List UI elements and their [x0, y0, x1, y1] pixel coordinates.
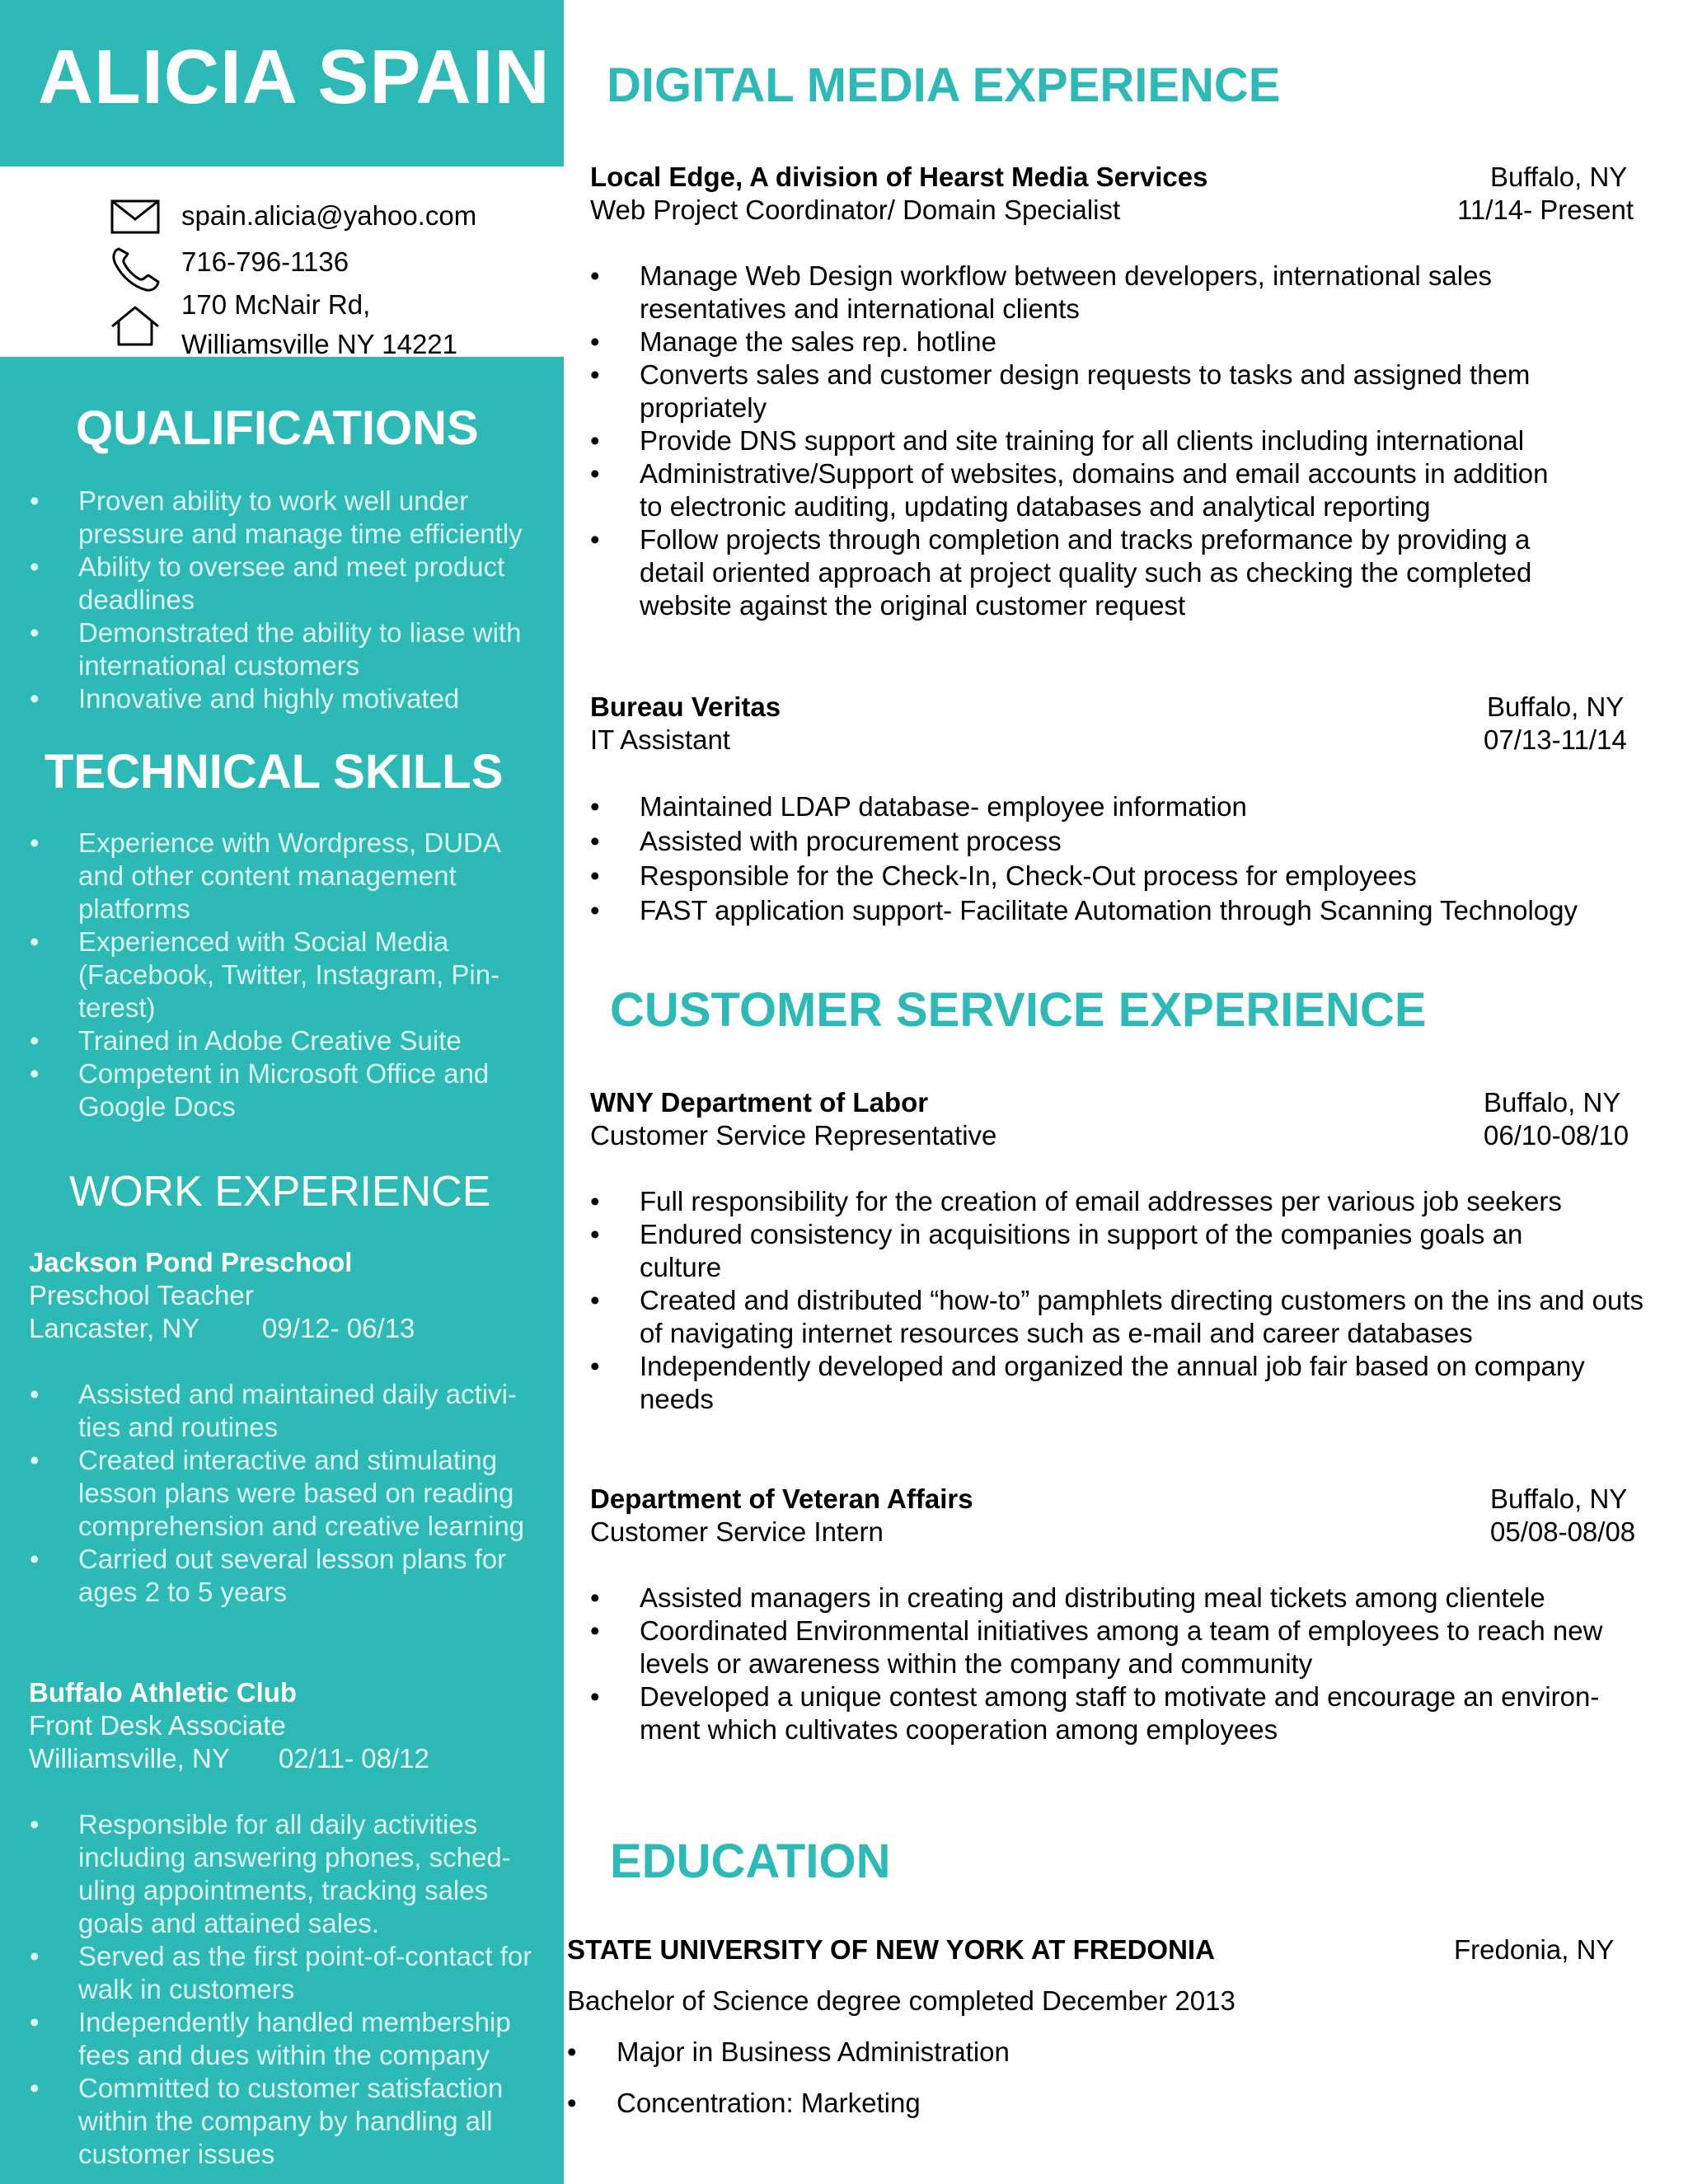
- qualifications-list: [26, 485, 546, 715]
- list-item: • Carried out several lesson plans for ages 2 to 5 years: [26, 1543, 546, 1609]
- job-location: Williamsville, NY: [29, 1743, 230, 1774]
- list-item: • Created and distributed “how-to” pamphlets directing customers on the ins and outs of navigating internet resources such as e-mail and career databases: [590, 1284, 1662, 1350]
- job-duties-list: [590, 790, 1662, 928]
- envelope-icon: [110, 199, 160, 234]
- list-item: • Assisted and maintained daily activi-ties and routines: [26, 1378, 546, 1444]
- job-title: Customer Service Representative: [590, 1120, 997, 1151]
- job-title: IT Assistant: [590, 724, 730, 755]
- list-item: • Maintained LDAP database- employee information: [590, 790, 1662, 824]
- list-item: • Assisted managers in creating and distributing meal tickets among clientele: [590, 1582, 1612, 1615]
- list-item: • Assisted with procurement process: [590, 824, 1662, 859]
- job-company: Buffalo Athletic Club: [29, 1677, 298, 1708]
- job-location: Buffalo, NY: [1487, 691, 1625, 722]
- education-heading: EDUCATION: [610, 1835, 891, 1888]
- list-item: • Full responsibility for the creation of email addresses per various job seekers: [590, 1185, 1662, 1218]
- list-item: • Responsible for the Check-In, Check-Out process for employees: [590, 859, 1662, 893]
- job-duties-list: [26, 1378, 546, 1609]
- job-location: Lancaster, NY: [29, 1313, 200, 1343]
- list-item: • Endured consistency in acquisitions in support of the companies goals an culture: [590, 1218, 1662, 1284]
- phone-text[interactable]: 716-796-1136: [181, 246, 349, 277]
- home-icon: [110, 305, 160, 348]
- list-item: • FAST application support- Facilitate Automation through Scanning Technology: [590, 893, 1662, 928]
- job-company: Jackson Pond Preschool: [29, 1247, 353, 1277]
- email-text[interactable]: spain.alicia@yahoo.com: [181, 200, 477, 231]
- list-item: • Created interactive and stimulating lesson plans were based on reading comprehension and creative learning: [26, 1444, 546, 1543]
- job-dates: 02/11- 08/12: [279, 1743, 429, 1774]
- job-dates: 05/08-08/08: [1490, 1516, 1636, 1547]
- list-item: • Manage the sales rep. hotline: [590, 326, 1563, 359]
- technical-skills-heading: TECHNICAL SKILLS: [45, 745, 504, 799]
- list-item: • Experienced with Social Media (Facebook, Twitter, Instagram, Pin-terest): [26, 926, 546, 1024]
- resume-name: ALICIA SPAIN: [38, 34, 551, 120]
- job-dates: 06/10-08/10: [1484, 1120, 1629, 1151]
- job-company: Bureau Veritas: [590, 691, 781, 722]
- qualifications-heading: QUALIFICATIONS: [76, 401, 479, 455]
- address-line-2: Williamsville NY 14221: [181, 329, 458, 359]
- list-item: • Independently developed and organized the annual job fair based on company needs: [590, 1350, 1662, 1416]
- list-item: • Served as the first point-of-contact for walk in customers: [26, 1940, 546, 2006]
- list-item: • Developed a unique contest among staff to motivate and encourage an environ-ment which cultivates cooperation among employees: [590, 1680, 1612, 1746]
- contact-box: [0, 166, 564, 357]
- list-item: • Competent in Microsoft Office and Google Docs: [26, 1057, 546, 1123]
- job-location: Buffalo, NY: [1484, 1087, 1621, 1118]
- list-item: • Committed to customer satisfaction within the company by handling all customer issues: [26, 2072, 546, 2171]
- list-item: • Independently handled membership fees and dues within the company: [26, 2006, 546, 2072]
- customer-service-heading: CUSTOMER SERVICE EXPERIENCE: [610, 983, 1427, 1037]
- job-duties-list: [26, 1808, 546, 2171]
- job-title: Preschool Teacher: [29, 1280, 254, 1310]
- job-dates: 11/14- Present: [1457, 194, 1634, 225]
- job-company: Local Edge, A division of Hearst Media Services: [590, 162, 1208, 192]
- education-bullet: •: [567, 2036, 577, 2067]
- job-duties-list: [590, 1582, 1612, 1746]
- education-bullet: •: [567, 2088, 577, 2118]
- school-name: STATE UNIVERSITY OF NEW YORK AT FREDONIA: [567, 1934, 1215, 1965]
- digital-media-heading: DIGITAL MEDIA EXPERIENCE: [607, 59, 1281, 112]
- address-line-1: 170 McNair Rd,: [181, 289, 371, 320]
- list-item: • Responsible for all daily activities including answering phones, sched-uling appointments, tracking sales goals and attained sales.: [26, 1808, 546, 1940]
- list-item: • Manage Web Design workflow between developers, international sales resentatives and international clients: [590, 260, 1563, 326]
- list-item: • Converts sales and customer design requests to tasks and assigned them propriately: [590, 359, 1563, 424]
- job-dates: 09/12- 06/13: [262, 1313, 415, 1343]
- job-title: Customer Service Intern: [590, 1516, 884, 1547]
- work-experience-heading: WORK EXPERIENCE: [69, 1168, 491, 1216]
- job-title: Front Desk Associate: [29, 1710, 286, 1741]
- list-item: • Demonstrated the ability to liase with international customers: [26, 616, 546, 682]
- technical-skills-list: [26, 827, 546, 1123]
- job-location: Buffalo, NY: [1490, 1483, 1628, 1514]
- job-company: WNY Department of Labor: [590, 1087, 929, 1118]
- list-item: • Administrative/Support of websites, domains and email accounts in addition to electronic auditing, updating databases and analytical reporting: [590, 457, 1563, 523]
- list-item: • Proven ability to work well under pressure and manage time efficiently: [26, 485, 546, 551]
- list-item: • Provide DNS support and site training for all clients including international: [590, 424, 1563, 457]
- list-item: • Ability to oversee and meet product deadlines: [26, 551, 546, 616]
- list-item: • Experience with Wordpress, DUDA and other content management platforms: [26, 827, 546, 926]
- job-duties-list: [590, 1185, 1662, 1416]
- list-item: • Trained in Adobe Creative Suite: [26, 1024, 546, 1057]
- phone-icon: [110, 246, 160, 292]
- degree: Bachelor of Science degree completed December 2013: [567, 1985, 1236, 2016]
- job-duties-list: [590, 260, 1563, 622]
- list-item: • Follow projects through completion and tracks preformance by providing a detail oriented approach at project quality such as checking the completed website against the original customer request: [590, 523, 1563, 622]
- job-title: Web Project Coordinator/ Domain Specialist: [590, 194, 1121, 225]
- list-item: • Innovative and highly motivated: [26, 682, 546, 715]
- job-location: Buffalo, NY: [1490, 162, 1628, 192]
- school-location: Fredonia, NY: [1454, 1934, 1615, 1965]
- education-item: Major in Business Administration: [617, 2036, 1010, 2067]
- education-item: Concentration: Marketing: [617, 2088, 921, 2118]
- job-dates: 07/13-11/14: [1484, 724, 1627, 755]
- job-company: Department of Veteran Affairs: [590, 1483, 973, 1514]
- list-item: • Coordinated Environmental initiatives among a team of employees to reach new levels or awareness within the company and community: [590, 1615, 1612, 1680]
